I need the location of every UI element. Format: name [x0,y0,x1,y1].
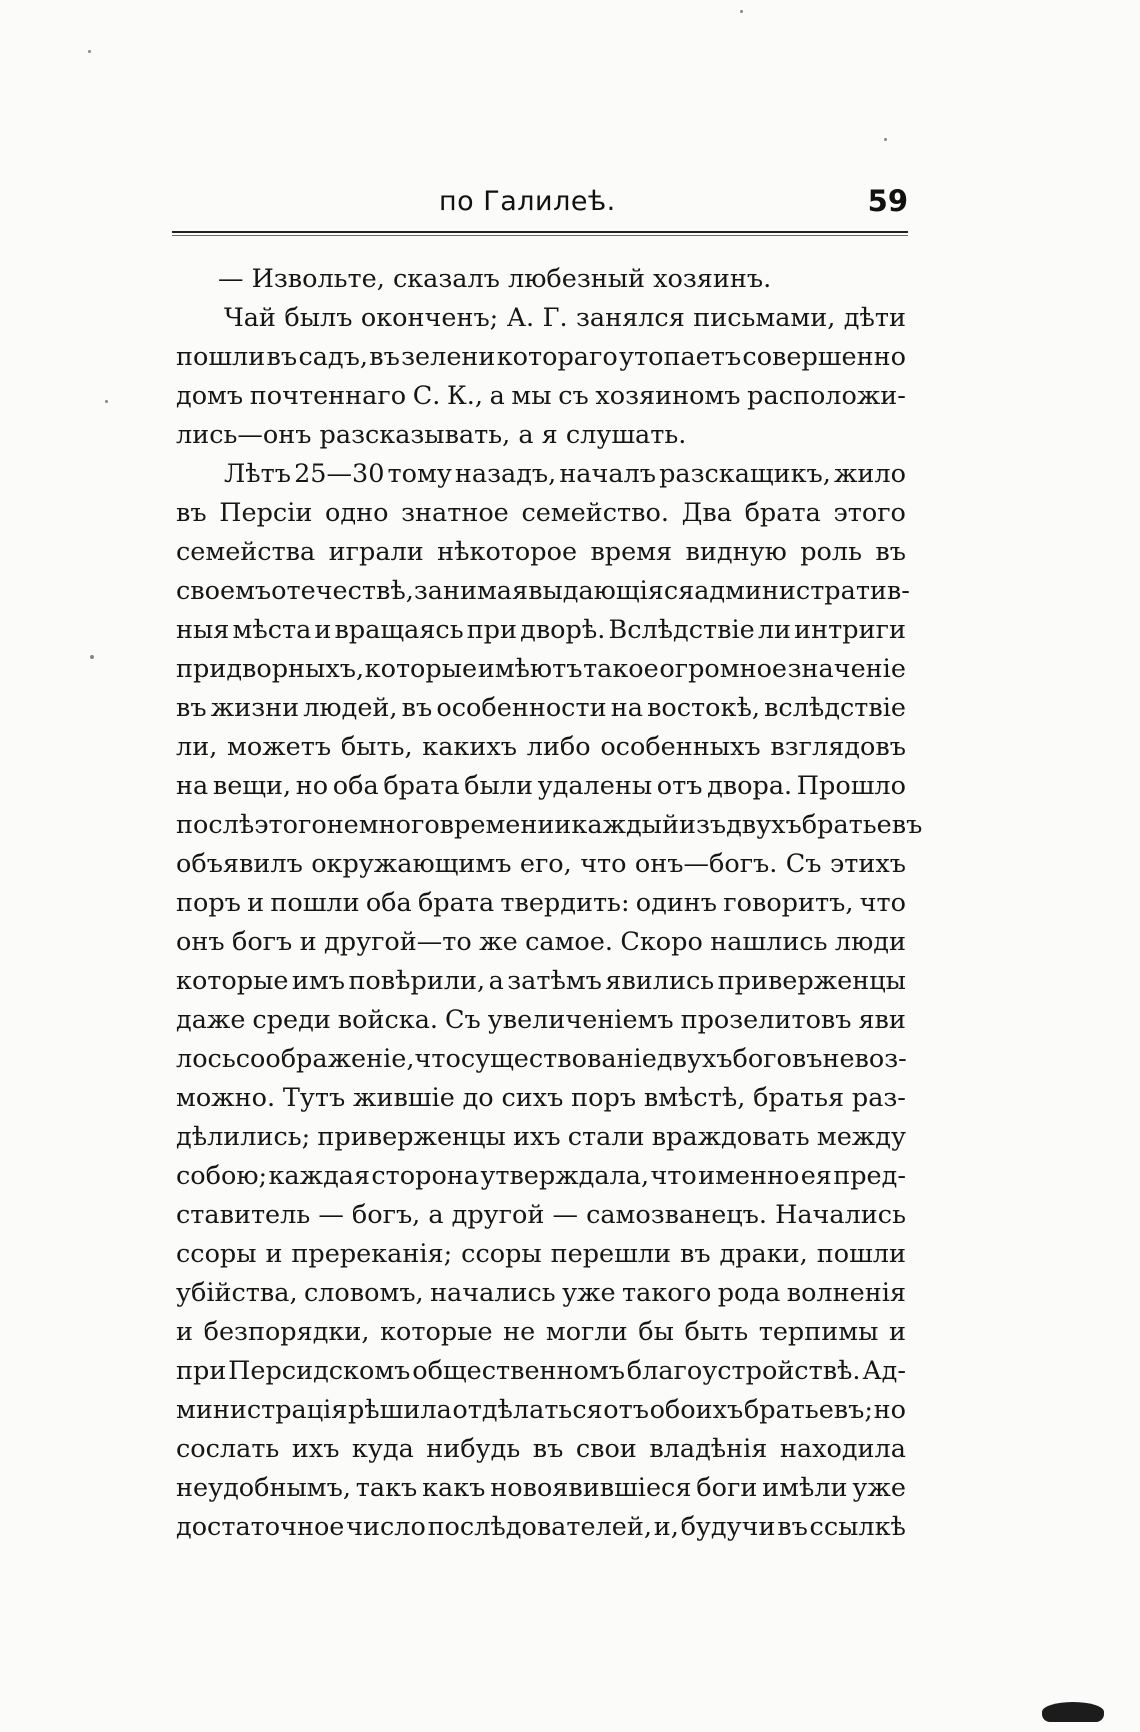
text-line: лись—онъ разсказывать, а я слушать. [176,420,687,450]
page-number: 59 [867,184,908,218]
text-line: ли, можетъ быть, какихъ либо особенныхъ взглядовъ [176,732,906,762]
text-line: и безпорядки, которые не могли бы быть терпимы и [176,1317,906,1347]
text-line: пошли въ садъ, въ зелени котораго утопаетъ совершенно [176,342,906,372]
paper-speck [88,50,91,53]
text-line: ссоры и пререканія; ссоры перешли въ драки, пошли [176,1239,906,1269]
text-line: можно. Тутъ жившіе до сихъ поръ вмѣстѣ, братья раз- [176,1083,906,1113]
text-line: Лѣтъ 25—30 тому назадъ, началъ разскащикъ, жило [224,459,906,489]
paper-speck [740,10,743,13]
text-line: въ жизни людей, въ особенности на востокѣ, вслѣдствіе [176,693,906,723]
text-line: послѣ этого немного времени и каждый изъ двухъ братьевъ [176,810,923,840]
text-line: своемъ отечествѣ, занимая выдающіяся административ- [176,576,910,606]
paper-speck [884,138,887,141]
text-line: семейства играли нѣкоторое время видную роль въ [176,537,906,567]
text-line: при Персидскомъ общественномъ благоустройствѣ. Ад- [176,1356,906,1386]
text-line: придворныхъ, которые имѣютъ такое огромное значеніе [176,654,906,684]
text-line: — Извольте, сказалъ любезный хозяинъ. [218,264,772,294]
text-line: домъ почтеннаго С. К., а мы съ хозяиномъ расположи- [176,381,906,411]
text-line: неудобнымъ, такъ какъ новоявившіеся боги имѣли уже [176,1473,906,1503]
text-line: которые имъ повѣрили, а затѣмъ явились приверженцы [176,966,906,996]
running-title: по Галилеѣ. [439,186,616,217]
text-line: онъ богъ и другой—то же самое. Скоро нашлись люди [176,927,906,957]
text-line: сослать ихъ куда нибудь въ свои владѣнія находила [176,1434,906,1464]
text-line: собою; каждая сторона утверждала, что именно ея пред- [176,1161,906,1191]
header-rule-thin [172,235,908,236]
text-line: лось соображеніе, что существованіе двухъ боговъ невоз- [176,1044,907,1074]
ink-smudge [1042,1702,1104,1722]
text-line: ставитель — богъ, а другой — самозванецъ. Начались [176,1200,906,1230]
paper-speck [105,400,108,403]
text-line: ныя мѣста и вращаясь при дворѣ. Вслѣдствіе ли интриги [176,615,906,645]
text-line: поръ и пошли оба брата твердить: одинъ говоритъ, что [176,888,906,918]
text-line: достаточное число послѣдователей, и, будучи въ ссылкѣ [176,1512,906,1542]
text-line: объявилъ окружающимъ его, что онъ—богъ. Съ этихъ [176,849,906,879]
text-line: министрація рѣшила отдѣлаться отъ обоихъ братьевъ; но [176,1395,906,1425]
text-line: убійства, словомъ, начались уже такого рода волненія [176,1278,906,1308]
text-line: въ Персіи одно знатное семейство. Два брата этого [176,498,906,528]
paper-speck [90,655,94,659]
text-line: на вещи, но оба брата были удалены отъ двора. Прошло [176,771,906,801]
text-line: даже среди войска. Съ увеличеніемъ прозелитовъ яви [176,1005,906,1035]
body-text [176,260,923,1547]
header-rule [172,231,908,233]
text-line: дѣлились; приверженцы ихъ стали враждовать между [176,1122,906,1152]
running-header [172,186,908,226]
text-line: Чай былъ оконченъ; А. Г. занялся письмами, дѣти [224,303,906,333]
